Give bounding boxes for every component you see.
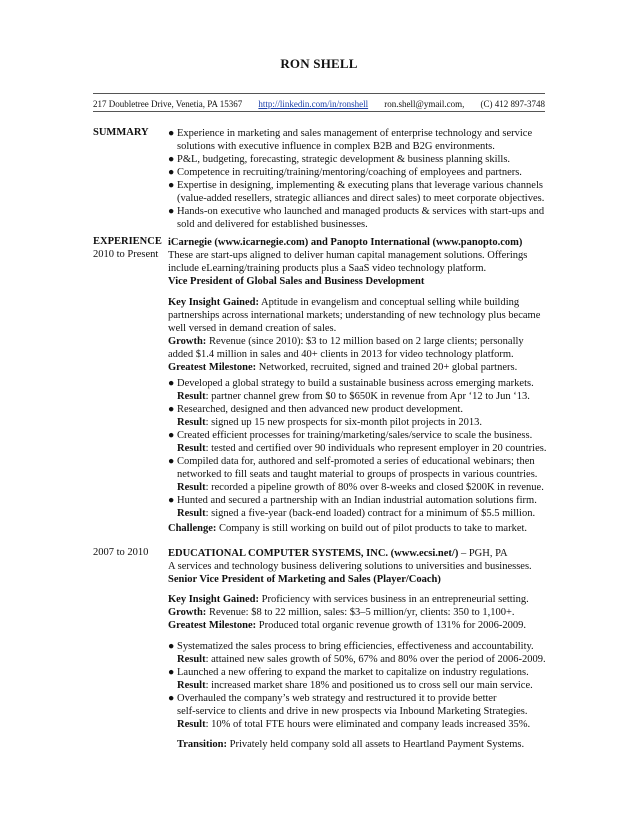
job1-bullet: ● Hunted and secured a partnership with an Indian industrial automation solutions firm. Result: signed a five-year (back-end loaded) contract for a minimum of $5.5 million. [168, 495, 537, 519]
job2-growth: Growth: Revenue: $8 to 22 million, sales: $3–5 million/yr, clients: 350 to 1,100+. [168, 607, 515, 618]
bullet-icon: ● [168, 154, 175, 165]
job1-header [168, 236, 548, 288]
job2-description: A services and technology business delivering solutions to universities and businesses. [168, 561, 532, 572]
candidate-name: RON SHELL [280, 56, 358, 71]
job2-bullet: ● Systematized the sales process to bring efficiencies, effectiveness and accountability. Result: attained new sales growth of 50%, 67% and 80% over the period of 2006-2009. [168, 641, 546, 665]
job1-highlights [168, 296, 548, 374]
bullet-icon: ● [168, 378, 175, 389]
bullet-icon: ● [168, 128, 175, 139]
contact-rule [93, 111, 545, 112]
bullet-icon: ● [168, 430, 175, 441]
header-rule [93, 93, 545, 94]
job2-location: – PGH, PA [458, 548, 508, 559]
job2-header [168, 547, 548, 586]
job1-bullet: ● Compiled data for, authored and self-promoted a series of educational webinars; then networked to fill seats and taught material to groups of prospects in various countries. Result: recorded a pipeline growth of 80% over 8-weeks and closed $200K in revenue. [168, 456, 544, 493]
summary-heading: SUMMARY [93, 127, 149, 138]
email: ron.shell@ymail.com, [384, 99, 465, 109]
summary-item: ● Experience in marketing and sales management of enterprise technology and service solutions with executive influence in complex B2B and B2G environments. [168, 128, 533, 152]
summary-item: ● Competence in recruiting/training/mentoring/coaching of employees and partners. [168, 167, 522, 178]
job1-bullet: ● Created efficient processes for training/marketing/sales/service to scale the business. Result: tested and certified over 90 individuals who represent employer in 20 countries. [168, 430, 547, 454]
job2-transition: Transition: Privately held company sold all assets to Heartland Payment Systems. [177, 739, 525, 750]
job2-title: Senior Vice President of Marketing and Sales (Player/Coach) [168, 574, 441, 585]
bullet-icon: ● [168, 167, 175, 178]
address: 217 Doubletree Drive, Venetia, PA 15367 [93, 99, 243, 109]
bullet-icon: ● [168, 693, 175, 704]
job1-description: These are start-ups aligned to deliver human capital management solutions. Offerings include eLearning/training products plus a SaaS video technology platform. [168, 250, 528, 274]
job1-growth: Growth: Revenue (since 2010): $3 to 12 million based on 2 large clients; personally added $1.4 million in sales and 40+ clients in 2013 for video technology platform. [168, 336, 524, 360]
job2-milestone: Greatest Milestone: Produced total organic revenue growth of 131% for 2006-2009. [168, 620, 526, 631]
linkedin-link[interactable]: http://linkedin.com/in/ronshell [258, 99, 369, 109]
job1-bullets [168, 377, 548, 520]
job2-insight: Key Insight Gained: Proficiency with services business in an entrepreneurial setting. [168, 594, 529, 605]
bullet-icon: ● [168, 456, 175, 467]
job2-bullet: ● Launched a new offering to expand the market to capitalize on industry regulations. Result: increased market share 18% and positioned us to cross sell our main service. [168, 667, 533, 691]
job2-bullet: ● Overhauled the company’s web strategy and restructured it to provide better self-service to clients and drive in new prospects via Inbound Marketing Strategies. Result: 10% of total FTE hours were eliminated and company leads increased 35%. [168, 693, 531, 730]
job2-highlights [168, 593, 548, 632]
job1-company: iCarnegie (www.icarnegie.com) and Panopto International (www.panopto.com) [168, 237, 523, 248]
summary-list [168, 127, 548, 231]
bullet-icon: ● [168, 667, 175, 678]
job2-dates: 2007 to 2010 [93, 547, 149, 558]
summary-item: ● Expertise in designing, implementing & executing plans that leverage various channels (value-added resellers, strategic alliances and direct sales) to meet corporate objectives. [168, 180, 545, 204]
phone: (C) 412 897-3748 [480, 99, 545, 109]
bullet-icon: ● [168, 641, 175, 652]
job1-title: Vice President of Global Sales and Business Development [168, 276, 425, 287]
job1-milestone: Greatest Milestone: Networked, recruited, signed and trained 20+ global partners. [168, 362, 518, 373]
summary-item: ● Hands-on executive who launched and managed products & services with start-ups and sold and delivered for established businesses. [168, 206, 545, 230]
bullet-icon: ● [168, 180, 175, 191]
job1-bullet: ● Researched, designed and then advanced new product development. Result: signed up 15 new prospects for six-month pilot projects in 2013. [168, 404, 483, 428]
summary-item: ● P&L, budgeting, forecasting, strategic development & business planning skills. [168, 154, 511, 165]
bullet-icon: ● [168, 206, 175, 217]
job1-insight: Key Insight Gained: Aptitude in evangelism and conceptual selling while building partnerships across international markets; understanding of new technology plus became well versed in demand creation of sales. [168, 297, 541, 334]
bullet-icon: ● [168, 495, 175, 506]
experience-heading: EXPERIENCE [93, 236, 162, 247]
job1-dates: 2010 to Present [93, 249, 159, 260]
bullet-icon: ● [168, 404, 175, 415]
job1-bullet: ● Developed a global strategy to build a sustainable business across emerging markets. Result: partner channel grew from $0 to $650K in revenue from Apr ‘12 to Jun ‘13. [168, 378, 534, 402]
job2-company: EDUCATIONAL COMPUTER SYSTEMS, INC. (www.ecsi.net/) [168, 548, 459, 559]
contact-line [93, 99, 545, 109]
job1-challenge: Challenge: Company is still working on build out of pilot products to take to market. [168, 523, 528, 534]
job2-bullets [168, 640, 548, 731]
